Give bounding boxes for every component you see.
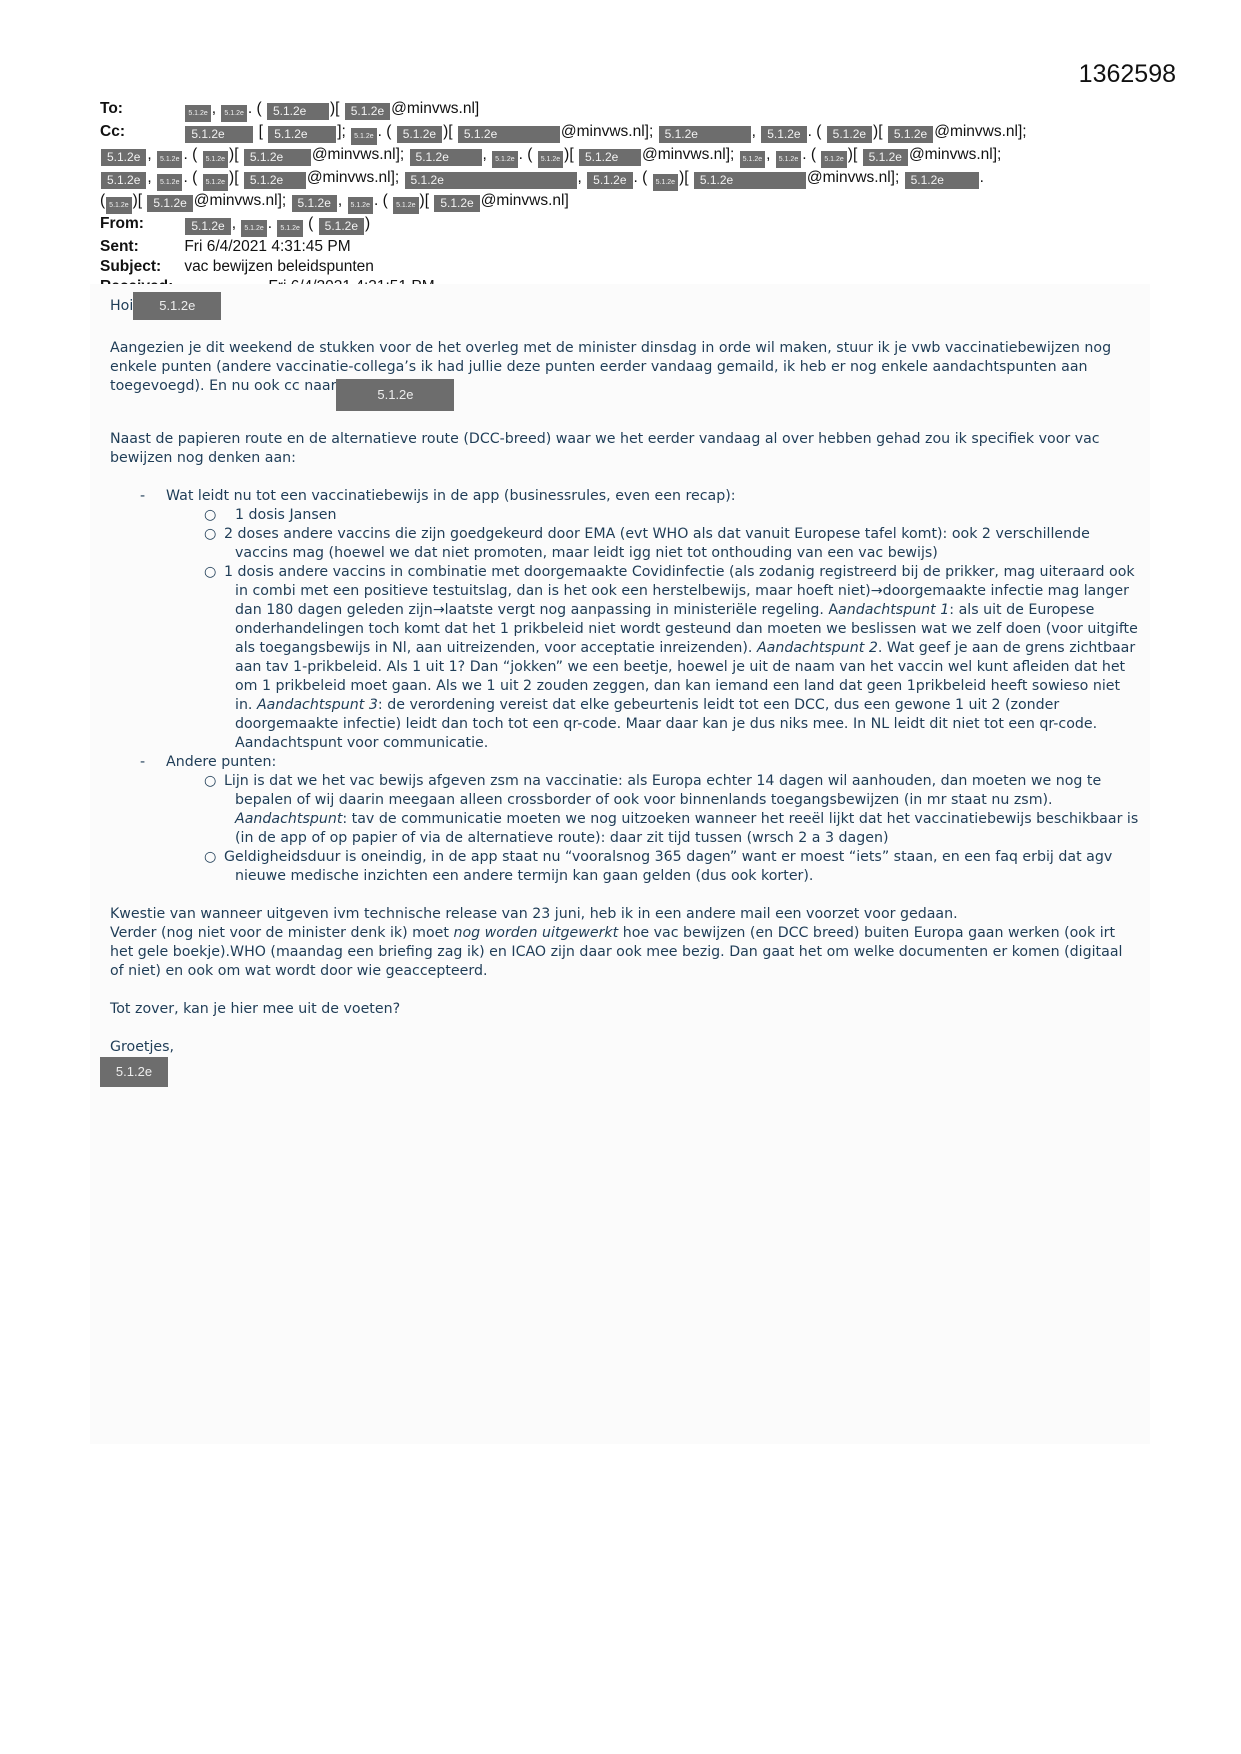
attention-point-label: andachtspunt 1	[838, 602, 950, 618]
redaction: 5.1.2e	[268, 126, 336, 143]
text-run: : de verordening vereist dat elke gebeurtenis leidt tot een DCC, dus een gewone 1 uit 2 (zonder doorgemaakte infectie) leidt dan toch tot een qr-code. Maar daar kan je dus niks mee. In NL leidt dit niet tot een qr-code. Aandachtspunt voor communicatie.	[235, 697, 1098, 751]
from-row: From: 5.1.2e , 5.1.2e . 5.1.2e ( 5.1.2e )	[100, 214, 1160, 237]
redaction: 5.1.2e	[393, 197, 418, 214]
text-run: Verder (nog niet voor de minister denk ik) moet	[110, 925, 454, 941]
sub-list-item-text: Geldigheidsduur is oneindig, in de app staat nu “vooralsnog 365 dagen” want er moest “iets” staan, en een faq erbij dat agv nieuwe medische inzichten een andere termijn kan gaan gelden (dus ook korter).	[224, 849, 1113, 884]
sub-list-item	[110, 563, 1140, 753]
to-row: To: 5.1.2e , 5.1.2e . ( 5.1.2e )[ 5.1.2e @minvws.nl]	[100, 99, 1160, 122]
circle-bullet-icon: ○	[204, 526, 217, 542]
redaction: 5.1.2e	[336, 379, 454, 411]
redaction: 5.1.2e	[458, 126, 560, 143]
redaction: 5.1.2e	[101, 149, 146, 166]
email-domain: @minvws.nl];	[806, 169, 900, 186]
text-run: 1 dosis andere vaccins in combinatie met doorgemaakte Covidinfectie (als zodanig registreerd bij de prikker, mag uiteraard ook in combi met een positieve testuitslag, dan is het ook een herstelbewijs, maar hoeft niet)→doorgemaakte infectie mag langer dan 180 dagen geleden zijn→laatste vergt nog aanpassing in ministeriële regeling. A	[224, 564, 1135, 618]
redaction: 5.1.2e	[244, 149, 311, 166]
redaction: 5.1.2e	[827, 126, 872, 143]
redaction: 5.1.2e	[587, 172, 632, 189]
redaction: 5.1.2e	[492, 151, 517, 168]
dash-bullet: -	[140, 754, 146, 770]
sent-label: Sent:	[100, 238, 139, 255]
redaction: 5.1.2e	[405, 172, 577, 189]
redaction: 5.1.2e	[157, 174, 182, 191]
redaction: 5.1.2e	[863, 149, 908, 166]
sub-list-item	[110, 772, 1140, 848]
closing: Groetjes,	[110, 1039, 175, 1055]
redaction: 5.1.2e	[157, 151, 182, 168]
emphasis: nog worden uitgewerkt	[453, 925, 619, 941]
text-run: : als uit de Europese onderhandelingen toch komt dat het 1 prikbeleid niet wordt gesteund dan moeten we beslissen wat we zelf doen (voor uitgifte als toegangsbewijs in Nl, aan uitreizenden, voor acceptatie inreizenden).	[235, 602, 1138, 656]
text-run: hoe vac bewijzen (en DCC breed) buiten Europa gaan werken (ook irt het gele boekje).WHO (maandag een briefing zag ik) en ICAO zijn daar ook mee bezig. Dan gaat het om welke documenten er komen (digitaal of niet) en ook om wat wordt door wie geaccepteerd.	[110, 925, 1123, 979]
email-body	[110, 292, 1140, 1087]
redaction: 5.1.2e	[267, 103, 329, 120]
signature	[100, 1057, 1140, 1087]
circle-bullet-icon: ○	[204, 507, 217, 523]
redaction: 5.1.2e	[659, 126, 751, 143]
cc-label: Cc:	[100, 123, 125, 140]
circle-bullet-icon: ○	[204, 564, 217, 580]
dash-bullet: -	[140, 488, 146, 504]
sub-list-item	[110, 506, 1140, 525]
cc-row-1: Cc: 5.1.2e [ 5.1.2e ]; 5.1.2e . ( 5.1.2e )[ 5.1.2e @minvws.nl]; 5.1.2e , 5.1.2e . ( 5.1.2e )[ 5.1.2e @minvws.nl];	[100, 122, 1160, 145]
circle-bullet-icon: ○	[204, 849, 217, 865]
cc-row-2: 5.1.2e , 5.1.2e . ( 5.1.2e )[ 5.1.2e @minvws.nl]; 5.1.2e , 5.1.2e . ( 5.1.2e )[ 5.1.2e @minvws.nl]; 5.1.2e , 5.1.2e . ( 5.1.2e )[ 5.1.2e @minvws.nl];	[100, 145, 1160, 168]
to-label: To:	[100, 100, 123, 117]
email-domain: @minvws.nl];	[311, 146, 405, 163]
list-item-text: Andere punten:	[166, 754, 277, 770]
cc-row-4: ( 5.1.2e )[ 5.1.2e @minvws.nl]; 5.1.2e , 5.1.2e . ( 5.1.2e )[ 5.1.2e @minvws.nl]	[100, 191, 1160, 214]
greeting-line	[110, 292, 1140, 320]
redaction: 5.1.2e	[348, 197, 373, 214]
paragraph-release: Kwestie van wanneer uitgeven ivm technische release van 23 juni, heb ik in een andere mail een voorzet voor gedaan.	[110, 906, 958, 922]
redaction: 5.1.2e	[292, 195, 337, 212]
sub-list-item	[110, 848, 1140, 886]
redaction: 5.1.2e	[740, 151, 765, 168]
document-number: 1362598	[1078, 60, 1176, 88]
redaction: 5.1.2e	[761, 126, 806, 143]
paragraph-question: Tot zover, kan je hier mee uit de voeten?	[110, 1001, 401, 1017]
redaction: 5.1.2e	[905, 172, 979, 189]
redaction: 5.1.2e	[434, 195, 479, 212]
list-item	[110, 487, 1140, 506]
redaction: 5.1.2e	[410, 149, 482, 166]
redaction: 5.1.2e	[653, 174, 678, 191]
redaction: 5.1.2e	[351, 128, 376, 145]
redaction: 5.1.2e	[203, 151, 228, 168]
redaction: 5.1.2e	[203, 174, 228, 191]
list-item	[110, 753, 1140, 772]
redaction: 5.1.2e	[821, 151, 846, 168]
redaction: 5.1.2e	[185, 218, 230, 235]
text-run: : tav de communicatie moeten we nog uitzoeken wanneer het reeël lijkt dat het vaccinatiebewijs beschikbaar is (in de app of op papier of via de alternatieve route): daar zit tijd tussen (wrsch 2 a 3 dagen)	[235, 811, 1139, 846]
paragraph-context: Naast de papieren route en de alternatieve route (DCC-breed) waar we het eerder vandaag al over hebben gehad zou ik specifiek voor vac bewijzen nog denken aan:	[110, 431, 1100, 466]
redaction: 5.1.2e	[694, 172, 806, 189]
attention-point-label: Aandachtspunt	[235, 811, 343, 827]
cc-row-3: 5.1.2e , 5.1.2e . ( 5.1.2e )[ 5.1.2e @minvws.nl]; 5.1.2e , 5.1.2e . ( 5.1.2e )[ 5.1.2e @minvws.nl]; 5.1.2e .	[100, 168, 1160, 191]
email-header	[100, 99, 1160, 297]
subject-label: Subject:	[100, 258, 162, 275]
subject-row	[100, 257, 1160, 277]
email-domain: @minvws.nl];	[641, 146, 735, 163]
text-run: Lijn is dat we het vac bewijs afgeven zsm na vaccinatie: als Europa echter 14 dagen wil aanhouden, dan moeten we nog te bepalen of wij daarin meegaan alleen crossborder of ook voor binnenlands toegangsbewijzen (in mr staat nu zsm).	[224, 773, 1102, 808]
paragraph-outside-europe	[110, 924, 1140, 981]
redaction: 5.1.2e	[185, 105, 210, 122]
redaction: 5.1.2e	[319, 218, 364, 235]
email-domain: @minvws.nl]	[391, 100, 480, 117]
email-domain: @minvws.nl];	[193, 192, 287, 209]
sub-list-item	[110, 525, 1140, 563]
redaction: 5.1.2e	[538, 151, 563, 168]
redaction: 5.1.2e	[579, 149, 641, 166]
redaction: 5.1.2e	[106, 197, 131, 214]
subject-value: vac bewijzen beleidspunten	[184, 258, 374, 275]
sent-row	[100, 237, 1160, 257]
greeting: Hoi	[110, 298, 134, 314]
email-domain: @minvws.nl];	[306, 169, 400, 186]
from-label: From:	[100, 215, 144, 232]
paragraph-intro	[110, 339, 1140, 411]
redaction: 5.1.2e	[133, 292, 221, 320]
redaction: 5.1.2e	[244, 172, 306, 189]
redaction: 5.1.2e	[221, 105, 246, 122]
redaction: 5.1.2e	[185, 126, 253, 143]
list-item-text: Wat leidt nu tot een vaccinatiebewijs in de app (businessrules, even een recap):	[166, 488, 736, 504]
redaction: 5.1.2e	[277, 220, 302, 237]
email-domain: @minvws.nl];	[934, 123, 1027, 140]
paragraph-intro-text: Aangezien je dit weekend de stukken voor de het overleg met de minister dinsdag in orde wil maken, stuur ik je vwb vaccinatiebewijzen nog enkele punten (andere vaccinatie-collega’s ik had jullie deze punten eerder vandaag gemaild, ik heb er nog enkele aandachtspunten aan toegevoegd). En nu ook cc naar	[110, 340, 1112, 394]
circle-bullet-icon: ○	[204, 773, 217, 789]
redaction: 5.1.2e	[397, 126, 442, 143]
sub-list-item-text: 2 doses andere vaccins die zijn goedgekeurd door EMA (evt WHO als dat vanuit Europese tafel komt): ook 2 verschillende vaccins mag (hoewel we dat niet promoten, maar leidt igg niet tot onthouding van een vac bewijs)	[224, 526, 1090, 561]
email-domain: @minvws.nl]	[480, 192, 569, 209]
text-run: . Wat geef je aan de grens zichtbaar aan tav 1-prikbeleid. Als 1 uit 1? Dan “jokken” we een beetje, hoewel je uit de naam van het vaccin wel kunt afleiden dat het om 1 prikbeleid moet gaan. Als we 1 uit 2 zouden zeggen, dan kan iemand een land dat geen 1prikbeleid heeft sowieso niet in.	[235, 640, 1136, 713]
redaction: 5.1.2e	[345, 103, 390, 120]
email-domain: @minvws.nl];	[908, 146, 1002, 163]
redaction: 5.1.2e	[776, 151, 801, 168]
sub-list-item-text: 1 dosis Jansen	[235, 507, 337, 523]
email-domain: @minvws.nl];	[560, 123, 654, 140]
redaction: 5.1.2e	[101, 172, 146, 189]
attention-point-label: Aandachtspunt 2	[756, 640, 878, 656]
redaction: 5.1.2e	[100, 1057, 168, 1087]
redaction: 5.1.2e	[147, 195, 192, 212]
sent-value: Fri 6/4/2021 4:31:45 PM	[184, 238, 351, 255]
redaction: 5.1.2e	[241, 220, 266, 237]
sub-list-item-text	[224, 563, 1140, 753]
redaction: 5.1.2e	[888, 126, 933, 143]
sub-list-item-text	[224, 772, 1140, 848]
attention-point-label: Aandachtspunt 3	[256, 697, 378, 713]
